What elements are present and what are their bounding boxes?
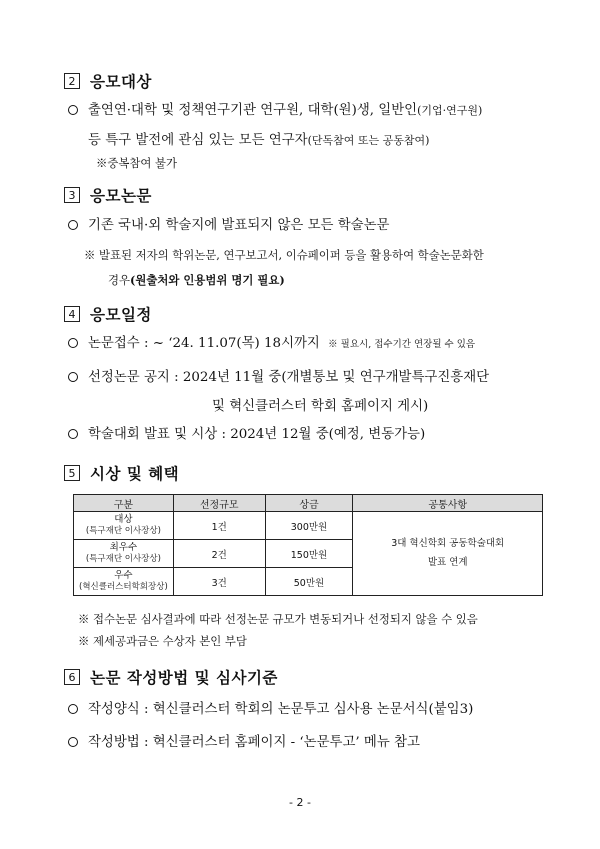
section-3-header <box>64 184 152 206</box>
award-count: 2건 <box>173 540 265 568</box>
circle-bullet-icon <box>68 429 78 439</box>
note-text: ※ 접수논문 심사결과에 따라 선정논문 규모가 변동되거나 선정되지 않을 수 있음 <box>78 612 478 626</box>
award-name: 최우수 <box>109 542 138 554</box>
table-row <box>74 512 543 540</box>
award-table <box>73 494 543 596</box>
note-text: ※ 제세공과금은 수상자 본인 부담 <box>78 634 247 648</box>
bullet-text-small: (기업·연구원) <box>417 104 483 117</box>
award-category-cell <box>74 512 174 540</box>
award-count: 3건 <box>173 568 265 596</box>
bullet-note-small: ※ 필요시, 접수기간 연장될 수 있음 <box>328 339 476 350</box>
section-title: 응모논문 <box>90 187 152 205</box>
award-name: 대상 <box>114 514 133 526</box>
bullet-continuation <box>88 129 429 148</box>
column-header: 공통사항 <box>353 495 543 512</box>
note-text: ※ 발표된 저자의 학위논문, 연구보고서, 이슈페이퍼 등을 활용하여 학술논문화한 <box>84 248 484 262</box>
award-subtitle: (특구재단 이사장상) <box>85 526 161 537</box>
section-number-box: 3 <box>64 187 80 203</box>
circle-bullet-icon <box>68 220 78 230</box>
award-count: 1건 <box>173 512 265 540</box>
table-header-row <box>74 495 543 512</box>
note-text: ※중복참여 불가 <box>96 156 178 170</box>
note-continuation <box>108 272 285 288</box>
bullet-text: 학술대회 발표 및 시상 : 2024년 12월 중(예정, 변동가능) <box>88 427 426 442</box>
section-6-header <box>64 666 278 688</box>
common-line: 3대 혁신학회 공동학술대회 <box>391 538 505 550</box>
section-number-box: 2 <box>64 73 80 89</box>
bullet-item <box>68 337 475 350</box>
award-category-cell <box>74 540 174 568</box>
bullet-text: 논문접수 : ~ ‘24. 11.07(목) 18시까지 <box>88 336 320 351</box>
page-number: - 2 - <box>289 796 311 809</box>
bullet-text: 작성방법 : 혁신클러스터 홈페이지 - ‘논문투고’ 메뉴 참고 <box>88 735 420 750</box>
section-4-header <box>64 303 152 325</box>
bullet-item <box>68 371 489 384</box>
section-5-header <box>64 462 179 484</box>
award-category-cell <box>74 568 174 596</box>
circle-bullet-icon <box>68 338 78 348</box>
award-subtitle: (특구재단 이사장상) <box>85 554 161 565</box>
bullet-text: 등 특구 발전에 관심 있는 모든 연구자 <box>88 133 308 148</box>
bullet-item <box>68 703 473 716</box>
circle-bullet-icon <box>68 704 78 714</box>
column-header: 상금 <box>265 495 353 512</box>
bullet-item <box>68 428 425 441</box>
note-bold-text: (원출처와 인용범위 명기 필요) <box>130 273 285 287</box>
section-number-box: 4 <box>64 306 80 322</box>
award-name: 우수 <box>114 570 133 582</box>
award-prize: 300만원 <box>265 512 353 540</box>
common-line: 발표 연계 <box>427 556 468 568</box>
note-text: 경우 <box>108 273 131 287</box>
column-header: 선정규모 <box>173 495 265 512</box>
section-title: 시상 및 혜택 <box>90 465 180 483</box>
section-number-box: 6 <box>64 669 80 685</box>
bullet-text: 출연연·대학 및 정책연구기관 연구원, 대학(원)생, 일반인 <box>88 103 418 118</box>
circle-bullet-icon <box>68 105 78 115</box>
bullet-continuation: 및 혁신클러스터 학회 홈페이지 게시) <box>212 399 429 414</box>
column-header: 구분 <box>74 495 174 512</box>
section-2-header <box>64 70 152 92</box>
bullet-text-small: (단독참여 또는 공동참여) <box>307 134 430 147</box>
award-prize: 150만원 <box>265 540 353 568</box>
award-prize: 50만원 <box>265 568 353 596</box>
section-title: 응모대상 <box>90 73 152 91</box>
circle-bullet-icon <box>68 737 78 747</box>
common-items-cell <box>353 512 543 596</box>
section-title: 응모일정 <box>90 306 152 324</box>
bullet-item <box>68 736 420 749</box>
section-number-box: 5 <box>64 465 80 481</box>
bullet-text: 선정논문 공지 : 2024년 11월 중(개별통보 및 연구개발특구진흥재단 <box>88 370 490 385</box>
award-subtitle: (혁신클러스터학회장상) <box>79 582 168 593</box>
section-title: 논문 작성방법 및 심사기준 <box>90 669 278 687</box>
bullet-item <box>68 219 389 232</box>
bullet-text: 기존 국내·외 학술지에 발표되지 않은 모든 학술논문 <box>88 218 390 233</box>
circle-bullet-icon <box>68 372 78 382</box>
bullet-item <box>68 104 482 117</box>
bullet-text: 작성양식 : 혁신클러스터 학회의 논문투고 심사용 논문서식(붙임3) <box>88 702 474 717</box>
